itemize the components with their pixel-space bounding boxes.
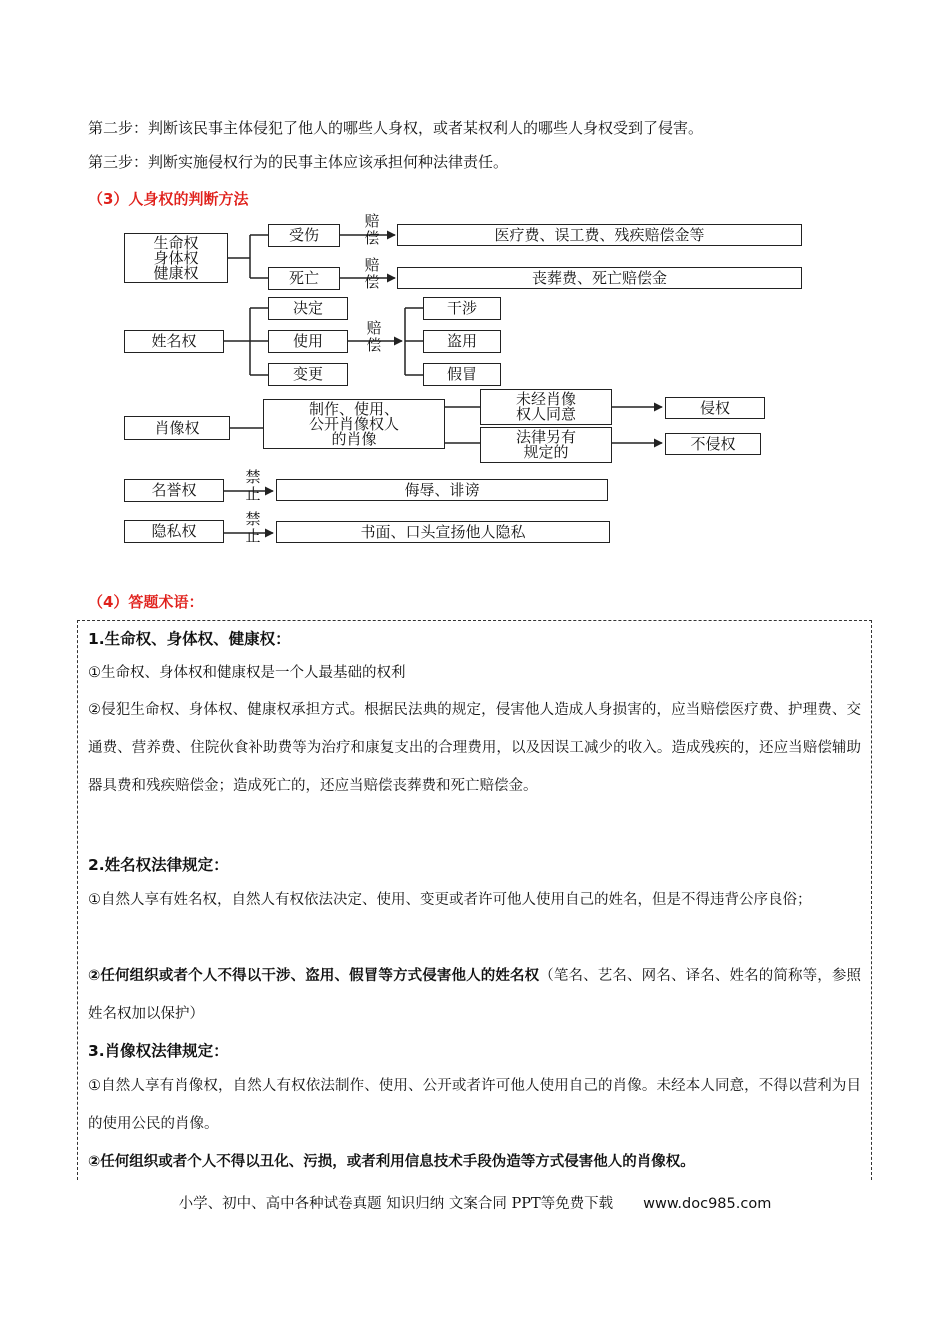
reputation-right-box: 名誉权 xyxy=(124,479,224,502)
life-body-health-rights-box: 生命权 身体权 健康权 xyxy=(124,233,228,283)
law-provides-box: 法律另有 规定的 xyxy=(480,427,612,463)
death-result-box: 丧葬费、死亡赔偿金 xyxy=(397,267,802,289)
name-rights-para-2 xyxy=(88,957,861,1033)
interfere-box: 干涉 xyxy=(423,297,501,320)
name-rights-para-2-rest: （笔名、艺名、网名、译名、姓名的简称等，参照姓名权加以保护） xyxy=(88,968,861,1022)
name-rights-para-2-bold: ②任何组织或者个人不得以干涉、盗用、假冒等方式侵害他人的姓名权 xyxy=(88,968,540,984)
footer-text: 小学、初中、高中各种试卷真题 知识归纳 文案合同 PPT等免费下载 xyxy=(178,1196,614,1212)
portrait-action-box: 制作、使用、 公开肖像权人 的肖像 xyxy=(263,399,445,449)
footer-site[interactable]: www.doc985.com xyxy=(643,1196,772,1212)
no-consent-box: 未经肖像 权人同意 xyxy=(480,389,612,425)
privacy-content-box: 书面、口头宣扬他人隐私 xyxy=(276,521,610,543)
forbid-label-privacy: 禁 止 xyxy=(245,510,261,545)
injury-box: 受伤 xyxy=(268,224,340,247)
privacy-right-box: 隐私权 xyxy=(124,520,224,543)
name-decide-box: 决定 xyxy=(268,297,348,320)
step3-text: 第三步：判断实施侵权行为的民事主体应该承担何种法律责任。 xyxy=(88,153,509,171)
compensate-label-death: 赔 偿 xyxy=(364,256,380,291)
compensate-label-injury: 赔 偿 xyxy=(364,212,380,247)
footer xyxy=(0,1192,950,1213)
section3-heading: （3）人身权的判断方法 xyxy=(88,190,249,208)
infringe-box: 侵权 xyxy=(665,397,765,419)
reputation-content-box: 侮辱、诽谤 xyxy=(276,479,608,501)
not-infringe-box: 不侵权 xyxy=(665,433,761,455)
portrait-rights-para-1: ①自然人享有肖像权，自然人有权依法制作、使用、公开或者许可他人使用自己的肖像。未经本人同意，不得以营利为目的使用公民的肖像。 xyxy=(88,1078,861,1132)
life-rights-para-1: ①生命权、身体权和健康权是一个人最基础的权利 xyxy=(88,665,406,681)
portrait-right-box: 肖像权 xyxy=(124,416,230,440)
name-change-box: 变更 xyxy=(268,363,348,386)
name-rights-para-1: ①自然人享有姓名权，自然人有权依法决定、使用、变更或者许可他人使用自己的姓名，但是不得违背公序良俗； xyxy=(88,892,812,908)
life-rights-title: 1.生命权、身体权、健康权： xyxy=(88,630,291,648)
injury-result-box: 医疗费、误工费、残疾赔偿金等 xyxy=(397,224,802,246)
portrait-rights-para-2: ②任何组织或者个人不得以丑化、污损，或者利用信息技术手段伪造等方式侵害他人的肖像权。 xyxy=(88,1154,695,1170)
portrait-rights-title: 3.肖像权法律规定： xyxy=(88,1042,229,1060)
fake-box: 假冒 xyxy=(423,363,501,386)
steal-box: 盗用 xyxy=(423,330,501,353)
life-rights-para-2: ②侵犯生命权、身体权、健康权承担方式。根据民法典的规定，侵害他人造成人身损害的，应当赔偿医疗费、护理费、交通费、营养费、住院伙食补助费等为治疗和康复支出的合理费用，以及因误工减少的收入。造成残疾的，还应当赔偿辅助器具费和残疾赔偿金；造成死亡的，还应当赔偿丧葬费和死亡赔偿金。 xyxy=(88,702,861,794)
answer-terms-box xyxy=(77,620,872,1180)
section4-heading: （4）答题术语： xyxy=(88,593,204,611)
name-use-box: 使用 xyxy=(268,330,348,353)
name-right-box: 姓名权 xyxy=(124,330,224,353)
forbid-label-reputation: 禁 止 xyxy=(245,468,261,503)
compensate-label-name: 赔 偿 xyxy=(366,319,382,354)
name-rights-title: 2.姓名权法律规定： xyxy=(88,856,229,874)
step2-text: 第二步：判断该民事主体侵犯了他人的哪些人身权，或者某权利人的哪些人身权受到了侵害。 xyxy=(88,119,704,137)
death-box: 死亡 xyxy=(268,267,340,290)
